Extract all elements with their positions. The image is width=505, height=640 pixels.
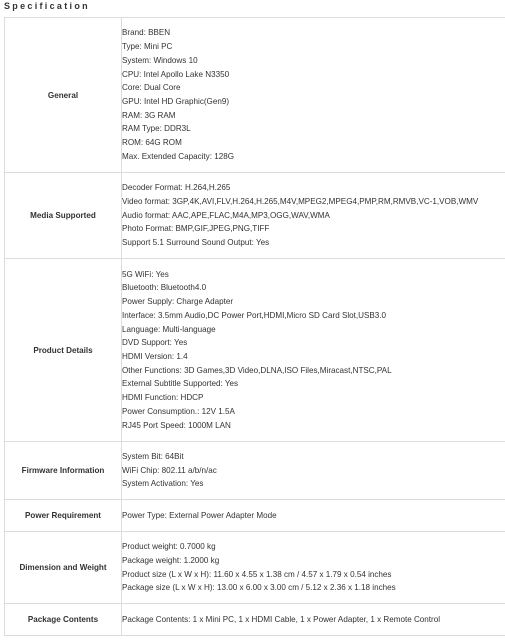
spec-value-line: System Activation: Yes [122, 479, 204, 489]
specification-table [4, 17, 505, 636]
spec-value-line: HDMI Version: 1.4 [122, 352, 188, 361]
spec-value-line: Video format: 3GP,4K,AVI,FLV,H.264,H.265,M4V,MPEG2,MPEG4,PMP,RM,RMVB,VC-1,VOB,WMV [122, 196, 479, 206]
spec-value-line: Package weight: 1.2000 kg [122, 555, 220, 565]
spec-values [122, 173, 505, 259]
spec-value-line: Support 5.1 Surround Sound Output: Yes [122, 238, 270, 248]
spec-value-line: Power Type: External Power Adapter Mode [122, 510, 277, 520]
spec-row [5, 259, 505, 442]
spec-value-line: Decoder Format: H.264,H.265 [122, 183, 231, 193]
spec-value-line: 5G WiFi: Yes [122, 269, 169, 279]
spec-value-line: DVD Support: Yes [122, 338, 188, 348]
spec-row [5, 532, 505, 604]
spec-value-line: Other Functions: 3D Games,3D Video,DLNA,ISO Files,Miracast,NTSC,PAL [122, 365, 392, 375]
spec-category: Package Contents [5, 604, 122, 636]
spec-value-line: Product weight: 0.7000 kg [122, 542, 216, 552]
spec-value-line: Bluetooth: Bluetooth4.0 [122, 283, 207, 293]
spec-value-line: Power Supply: Charge Adapter [122, 297, 234, 307]
spec-value-line: GPU: Intel HD Graphic(Gen9) [122, 97, 230, 106]
spec-row [5, 173, 505, 259]
spec-value-line: Core: Dual Core [122, 83, 181, 93]
spec-value-line: System: Windows 10 [122, 55, 198, 65]
spec-value-line: Product size (L x W x H): 11.60 x 4.55 x 1.38 cm / 4.57 x 1.79 x 0.54 inches [122, 569, 392, 579]
spec-value-line: Package size (L x W x H): 13.00 x 6.00 x 3.00 cm / 5.12 x 2.36 x 1.18 inches [122, 583, 396, 593]
spec-value-line: Brand: BBEN [122, 28, 171, 38]
spec-values [122, 442, 505, 500]
spec-values [122, 259, 505, 442]
spec-value-line: System Bit: 64Bit [122, 451, 184, 461]
spec-category: Product Details [5, 259, 122, 442]
specification-table-body [5, 18, 505, 636]
spec-value-line: CPU: Intel Apollo Lake N3350 [122, 69, 230, 79]
spec-row [5, 604, 505, 636]
specification-heading: Specification [4, 1, 90, 11]
spec-value-line: WiFi Chip: 802.11 a/b/n/ac [122, 465, 217, 475]
spec-category: Dimension and Weight [5, 532, 122, 604]
spec-value-line: Interface: 3.5mm Audio,DC Power Port,HDMI,Micro SD Card Slot,USB3.0 [122, 310, 387, 320]
spec-category: Firmware Information [5, 442, 122, 500]
spec-value-line: Language: Multi-language [122, 324, 216, 334]
spec-row [5, 442, 505, 500]
spec-value-line: HDMI Function: HDCP [122, 393, 204, 403]
spec-value-line: External Subtitle Supported: Yes [122, 379, 239, 389]
spec-value-line: RAM: 3G RAM [122, 110, 176, 120]
spec-value-line: ROM: 64G ROM [122, 138, 182, 148]
spec-value-line: Max. Extended Capacity: 128G [122, 151, 235, 161]
spec-value-line: Power Consumption.: 12V 1.5A [122, 406, 235, 416]
spec-value-line: RAM Type: DDR3L [122, 124, 191, 134]
spec-category: Power Requirement [5, 500, 122, 532]
spec-value-line: Photo Format: BMP,GIF,JPEG,PNG,TIFF [122, 224, 270, 234]
spec-values [122, 604, 505, 636]
spec-value-line: RJ45 Port Speed: 1000M LAN [122, 420, 231, 430]
spec-values [122, 532, 505, 604]
spec-value-line: Audio format: AAC,APE,FLAC,M4A,MP3,OGG,WAV,WMA [122, 210, 330, 220]
spec-row [5, 500, 505, 532]
spec-row [5, 18, 505, 173]
spec-value-line: Type: Mini PC [122, 42, 173, 52]
spec-value-line: Package Contents: 1 x Mini PC, 1 x HDMI Cable, 1 x Power Adapter, 1 x Remote Control [122, 614, 441, 624]
spec-category: Media Supported [5, 173, 122, 259]
spec-category: General [5, 18, 122, 173]
spec-values [122, 500, 505, 532]
spec-values [122, 18, 505, 173]
